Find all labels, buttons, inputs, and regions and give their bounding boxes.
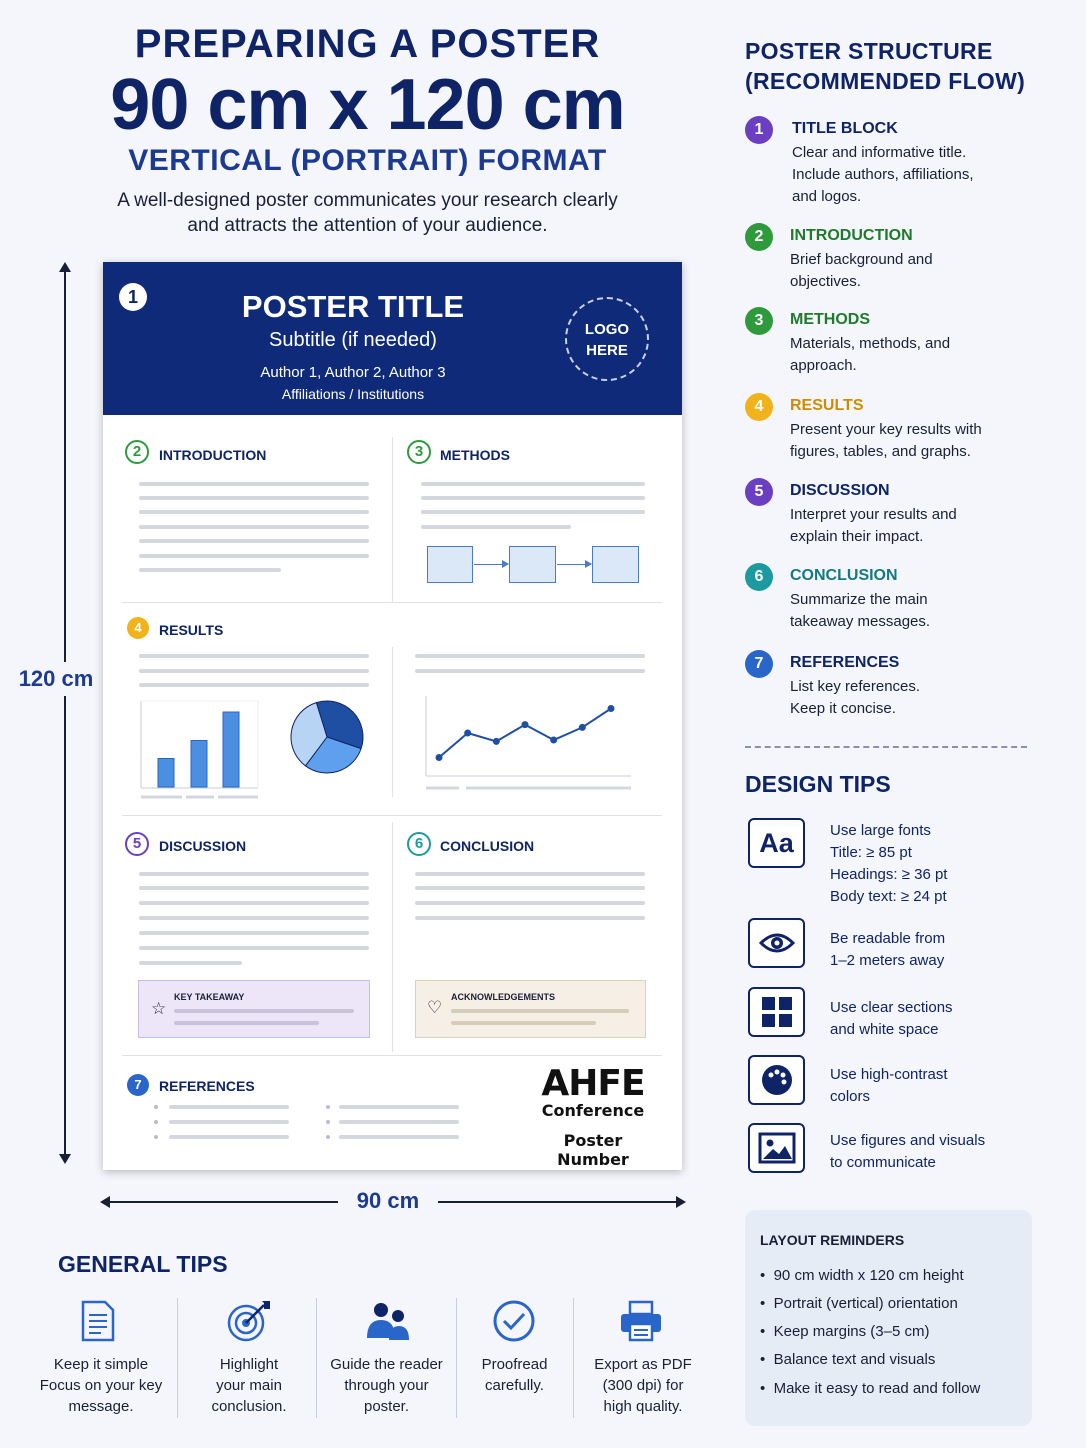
tip-line: carefully. <box>485 1377 544 1394</box>
tip-line: poster. <box>363 1398 410 1415</box>
design-tip-3 <box>830 997 1050 1041</box>
layout-reminders-panel <box>745 1210 1032 1426</box>
tip-line: high quality. <box>603 1398 683 1415</box>
tip-line: your main <box>216 1377 282 1394</box>
step-description-line: List key references. <box>790 678 921 695</box>
text-line <box>421 482 645 486</box>
text-line <box>139 554 369 558</box>
references-number-icon: 7 <box>127 1074 149 1096</box>
step-title: RESULTS <box>790 397 864 414</box>
tip-line: Use clear sections <box>830 999 953 1016</box>
step-title: TITLE BLOCK <box>792 120 898 137</box>
tip-line: Use high-contrast <box>830 1066 948 1083</box>
text-line <box>139 539 369 543</box>
step-description-line: Summarize the main <box>790 591 928 608</box>
text-line <box>139 654 369 658</box>
methods-number-icon: 3 <box>407 440 431 464</box>
font-size-icon <box>748 818 805 868</box>
step-title: INTRODUCTION <box>790 227 913 244</box>
general-tip-1 <box>30 1354 172 1417</box>
conference-text: Conference <box>541 1101 645 1120</box>
bar <box>158 759 174 788</box>
tip-line: Be readable from <box>830 930 946 947</box>
tip-line: Highlight <box>219 1356 279 1373</box>
printer-icon <box>616 1298 666 1344</box>
image-icon <box>748 1123 805 1173</box>
bar <box>223 712 239 787</box>
tip-line: message. <box>68 1398 134 1415</box>
text-line <box>139 931 369 935</box>
grid-icon <box>748 987 805 1037</box>
section-divider <box>122 602 662 603</box>
tip-line: (300 dpi) for <box>602 1377 684 1394</box>
general-tip-3 <box>318 1354 455 1417</box>
bar <box>191 741 207 788</box>
step-3-number-icon: 3 <box>745 307 773 335</box>
tip-separator <box>573 1298 574 1418</box>
header-intro <box>60 188 675 238</box>
tip-line: Title: ≥ 85 pt <box>830 844 912 861</box>
document-icon <box>73 1298 123 1344</box>
text-line <box>174 1021 319 1025</box>
flow-box <box>427 546 473 583</box>
poster-number-text: Poster Number <box>557 1131 629 1169</box>
reminder-item: • Make it easy to read and follow <box>760 1380 981 1397</box>
text-line <box>139 496 369 500</box>
step-description-line: objectives. <box>790 273 861 290</box>
tip-separator <box>456 1298 457 1418</box>
ahfe-text: AHFE <box>541 1063 645 1104</box>
text-line <box>139 568 281 572</box>
reference-list <box>153 1102 473 1142</box>
reminder-item: • 90 cm width x 120 cm height <box>760 1267 964 1284</box>
step-description <box>790 249 1030 293</box>
references-section-title: REFERENCES <box>159 1078 255 1094</box>
structure-title <box>745 36 1065 96</box>
acknowledgements-box <box>415 980 646 1038</box>
reminder-text: Balance text and visuals <box>773 1351 936 1368</box>
step-description <box>790 333 1030 377</box>
intro-section-title: INTRODUCTION <box>159 447 267 463</box>
flow-arrow <box>557 564 591 565</box>
step-description-line: Keep it concise. <box>790 700 896 717</box>
title-block-badge: 1 <box>119 283 147 311</box>
intro-number-icon: 2 <box>125 440 149 464</box>
text-line <box>451 1009 629 1013</box>
step-7-number-icon: 7 <box>745 650 773 678</box>
flow-box <box>509 546 556 583</box>
step-description-line: takeaway messages. <box>790 613 931 630</box>
design-tip-1 <box>830 820 1050 908</box>
tip-line: Proofread <box>481 1356 548 1373</box>
design-tips-title: DESIGN TIPS <box>745 771 891 797</box>
structure-title-line-1: POSTER STRUCTURE <box>745 38 993 64</box>
line-point <box>608 705 615 712</box>
design-tip-2 <box>830 928 1050 972</box>
results-number-icon: 4 <box>127 617 149 639</box>
text-line <box>415 886 645 890</box>
text-line <box>174 1009 354 1013</box>
section-divider <box>122 1055 662 1056</box>
step-description <box>792 142 1032 208</box>
checkmark-icon <box>489 1298 539 1344</box>
logo-placeholder <box>565 297 649 381</box>
tip-line: conclusion. <box>211 1398 287 1415</box>
key-takeaway-label: KEY TAKEAWAY <box>174 992 245 1002</box>
text-line <box>415 916 645 920</box>
results-section-title: RESULTS <box>159 622 224 638</box>
audience-icon <box>363 1298 413 1344</box>
intro-line-1: A well-designed poster communicates your research clearly <box>117 190 618 211</box>
text-line <box>421 525 571 529</box>
reminder-text: Make it easy to read and follow <box>773 1380 981 1397</box>
text-line <box>139 961 242 965</box>
key-takeaway-box <box>138 980 370 1038</box>
star-icon: ☆ <box>151 999 167 1018</box>
tip-line: Headings: ≥ 36 pt <box>830 866 948 883</box>
step-4-number-icon: 4 <box>745 393 773 421</box>
tip-line: to communicate <box>830 1154 936 1171</box>
tip-line: Focus on your key <box>39 1377 163 1394</box>
tip-line: Keep it simple <box>53 1356 149 1373</box>
step-description-line: approach. <box>790 357 857 374</box>
logo-text-2: HERE <box>586 342 628 359</box>
text-line <box>415 669 645 673</box>
text-line <box>139 683 369 687</box>
step-description <box>790 504 1030 548</box>
tip-line: colors <box>830 1088 871 1105</box>
methods-section-title: METHODS <box>440 447 510 463</box>
reminder-item: • Keep margins (3–5 cm) <box>760 1323 930 1340</box>
poster-affiliations: Affiliations / Institutions <box>281 386 425 402</box>
general-tips-title: GENERAL TIPS <box>58 1251 228 1277</box>
step-6-number-icon: 6 <box>745 563 773 591</box>
line-point <box>579 724 586 731</box>
step-title: DISCUSSION <box>790 482 890 499</box>
step-description-line: and logos. <box>792 188 862 205</box>
line-point <box>550 737 557 744</box>
tip-line: through your <box>344 1377 429 1394</box>
step-description <box>790 589 1030 633</box>
discussion-number-icon: 5 <box>125 832 149 856</box>
step-description-line: Clear and informative title. <box>792 144 967 161</box>
step-description <box>790 419 1030 463</box>
text-line <box>139 525 369 529</box>
intro-line-2: and attracts the attention of your audience. <box>187 215 548 236</box>
tip-separator <box>177 1298 178 1418</box>
text-line <box>415 872 645 876</box>
palette-icon <box>748 1055 805 1105</box>
height-label: 120 cm <box>8 662 104 696</box>
text-line <box>421 496 645 500</box>
text-line <box>451 1021 596 1025</box>
design-tip-4 <box>830 1064 1050 1108</box>
reminder-item: • Balance text and visuals <box>760 1351 936 1368</box>
tip-line: Guide the reader <box>330 1356 443 1373</box>
column-divider <box>392 437 393 602</box>
tip-line: and white space <box>830 1021 939 1038</box>
step-description-line: Materials, methods, and <box>790 335 951 352</box>
step-title: CONCLUSION <box>790 567 898 584</box>
line-point <box>464 730 471 737</box>
general-tip-4 <box>458 1354 571 1396</box>
step-2-number-icon: 2 <box>745 223 773 251</box>
target-icon <box>224 1298 274 1344</box>
poster-mockup <box>103 262 682 1170</box>
reminder-item: • Portrait (vertical) orientation <box>760 1295 958 1312</box>
step-description-line: Interpret your results and <box>790 506 957 523</box>
poster-title-block <box>103 262 682 415</box>
ahfe-conference-logo <box>534 1063 652 1169</box>
structure-title-line-2: (RECOMMENDED FLOW) <box>745 68 1026 94</box>
step-5-number-icon: 5 <box>745 478 773 506</box>
step-title: REFERENCES <box>790 654 900 671</box>
column-divider <box>392 647 393 797</box>
tip-line: Use large fonts <box>830 822 931 839</box>
line-point <box>493 738 500 745</box>
step-1-number-icon: 1 <box>745 116 773 144</box>
text-line <box>139 916 369 920</box>
poster-subtitle: Subtitle (if needed) <box>269 329 437 351</box>
text-line <box>415 901 645 905</box>
step-description-line: Brief background and <box>790 251 933 268</box>
reminder-text: Keep margins (3–5 cm) <box>773 1323 930 1340</box>
text-line <box>415 654 645 658</box>
column-divider <box>392 822 393 1052</box>
text-line <box>139 886 369 890</box>
text-line <box>421 510 645 514</box>
tip-line: Use figures and visuals <box>830 1132 986 1149</box>
tip-separator <box>316 1298 317 1418</box>
poster-title: POSTER TITLE <box>241 289 465 324</box>
text-line <box>139 669 369 673</box>
general-tip-2 <box>182 1354 316 1417</box>
height-dimension-line <box>64 268 66 1158</box>
line-point <box>522 721 529 728</box>
conclusion-number-icon: 6 <box>407 832 431 856</box>
poster-authors: Author 1, Author 2, Author 3 <box>260 364 446 381</box>
line-chart <box>421 690 651 800</box>
text-line <box>139 872 369 876</box>
line-point <box>436 754 443 761</box>
general-tip-5 <box>578 1354 708 1417</box>
font-size-glyph: Aa <box>759 827 794 858</box>
reminder-text: 90 cm width x 120 cm height <box>773 1267 964 1284</box>
reminder-text: Portrait (vertical) orientation <box>773 1295 958 1312</box>
tip-line: Body text: ≥ 24 pt <box>830 888 947 905</box>
step-description-line: explain their impact. <box>790 528 924 545</box>
heart-icon: ♡ <box>427 998 443 1017</box>
design-tip-5 <box>830 1130 1050 1174</box>
acknowledgements-label: ACKNOWLEDGEMENTS <box>451 992 555 1002</box>
logo-text-1: LOGO <box>584 321 630 338</box>
text-line <box>139 510 369 514</box>
layout-reminders-title: LAYOUT REMINDERS <box>760 1232 905 1248</box>
conclusion-section-title: CONCLUSION <box>440 838 535 854</box>
tip-line: 1–2 meters away <box>830 952 945 969</box>
step-description-line: Include authors, affiliations, <box>792 166 974 183</box>
flow-box <box>592 546 639 583</box>
step-title: METHODS <box>790 311 870 328</box>
text-line <box>139 901 369 905</box>
step-description <box>790 676 1030 720</box>
results-charts <box>138 696 373 804</box>
step-description-line: figures, tables, and graphs. <box>790 443 971 460</box>
width-label: 90 cm <box>338 1188 438 1214</box>
text-line <box>139 946 369 950</box>
header-title: PREPARING A POSTER <box>134 22 601 66</box>
eye-icon <box>748 918 805 968</box>
text-line <box>139 482 369 486</box>
section-divider <box>122 815 662 816</box>
discussion-section-title: DISCUSSION <box>159 838 247 854</box>
flow-arrow <box>474 564 508 565</box>
header-format: VERTICAL (PORTRAIT) FORMAT <box>128 144 607 177</box>
step-description-line: Present your key results with <box>790 421 982 438</box>
dashed-divider <box>745 746 1027 748</box>
tip-line: Export as PDF <box>594 1356 692 1373</box>
header-dimensions: 90 cm x 120 cm <box>110 65 625 145</box>
